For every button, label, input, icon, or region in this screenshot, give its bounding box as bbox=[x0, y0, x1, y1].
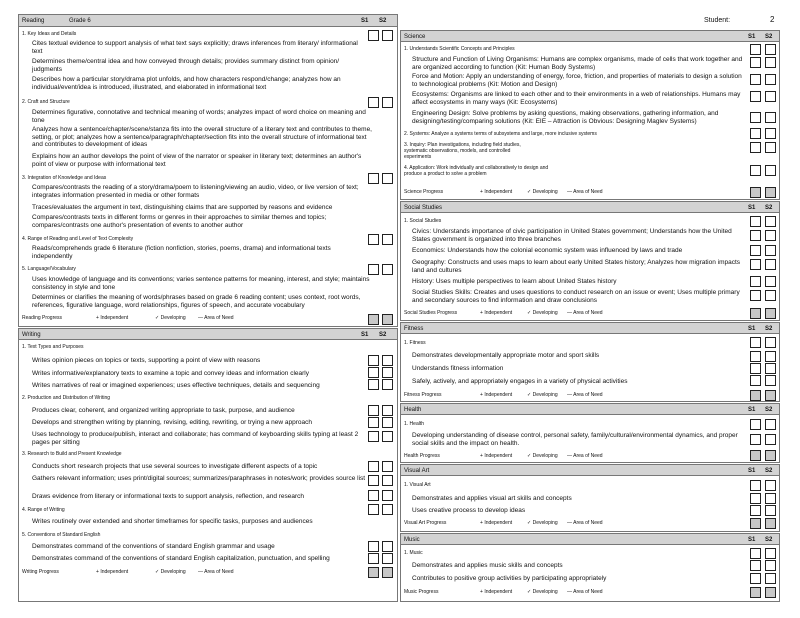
science-progress-label: Science Progress bbox=[404, 189, 444, 195]
social-studies-standard: History: Uses multiple perspectives to learn about United States history bbox=[412, 278, 617, 285]
writing-category: 1. Text Types and Purposes bbox=[22, 344, 84, 350]
health-progress-label: Health Progress bbox=[404, 453, 440, 459]
s2-header: S2 bbox=[765, 407, 773, 413]
reading-standard: Determines figurative, connotative and technical meaning of words; analyzes impact of word choice on meaning and tone bbox=[32, 109, 366, 124]
reading-title: Reading bbox=[22, 18, 45, 24]
writing-category: 3. Research to Build and Present Knowledge bbox=[22, 451, 122, 457]
science-standard: Engineering Design: Solve problems by asking questions, making observations, gathering information, and designing/testing/comparing solutions (Kit: EIE – Attraction is Obvious: Designing Maglev Systems) bbox=[412, 110, 719, 125]
writing-progress-label: Writing Progress bbox=[22, 569, 59, 575]
fitness-checkbox-s2[interactable] bbox=[765, 337, 776, 348]
legend-developing: ✓ Developing bbox=[527, 392, 558, 398]
writing-standard: Demonstrates command of the conventions of standard English grammar and usage bbox=[32, 543, 275, 550]
social-progress-s2[interactable] bbox=[765, 308, 776, 319]
legend-area-of-need: — Area of Need bbox=[567, 310, 603, 316]
reading-standard: Compares/contrasts the reading of a story/drama/poem to listening/viewing an audio, video, or live version of text; integrates information presented in media or other formats bbox=[32, 184, 359, 199]
writing-category: 4. Range of Writing bbox=[22, 507, 65, 513]
music-standard: Demonstrates and applies music skills and concepts bbox=[412, 562, 563, 569]
writing-checkbox-s1[interactable] bbox=[368, 355, 379, 366]
music-title: Music bbox=[404, 537, 420, 543]
reading-progress-s2[interactable] bbox=[382, 314, 393, 325]
social-checkbox-s1[interactable] bbox=[750, 230, 761, 241]
writing-checkbox-s2[interactable] bbox=[382, 461, 393, 472]
fitness-checkbox-s1[interactable] bbox=[750, 351, 761, 362]
legend-developing: ✓ Developing bbox=[155, 315, 186, 321]
visual-art-progress-label: Visual Art Progress bbox=[404, 520, 447, 526]
writing-standard: Develops and strengthen writing by planning, revising, editing, rewriting, or trying a new approach bbox=[32, 419, 313, 426]
legend-area-of-need: — Area of Need bbox=[567, 392, 603, 398]
science-checkbox-s1[interactable] bbox=[750, 112, 761, 123]
health-standard: Developing understanding of disease control, personal safety, family/cultural/environmental dynamics, and proper social skills and the impact on health. bbox=[412, 432, 738, 447]
reading-checkbox-s1[interactable] bbox=[368, 234, 379, 245]
writing-checkbox-s2[interactable] bbox=[382, 475, 393, 486]
science-progress-s1[interactable] bbox=[750, 187, 761, 198]
music-progress-s2[interactable] bbox=[765, 587, 776, 598]
science-category: 1. Understands Scientific Concepts and Principles bbox=[404, 46, 515, 52]
science-checkbox-s2[interactable] bbox=[765, 57, 776, 68]
reading-checkbox-s1[interactable] bbox=[368, 97, 379, 108]
visual-art-checkbox-s2[interactable] bbox=[765, 505, 776, 516]
social-studies-standard: Social Studies Skills: Creates and uses questions to conduct research on an issue or event; Uses multiple primary and secondary sources to find information and draw conclusions bbox=[412, 289, 740, 304]
science-standard: Structure and Function of Living Organisms: Humans are complex organisms, made of cells that work together and are organized according to function (Kit: Human Body Systems) bbox=[412, 56, 743, 71]
social-checkbox-s1[interactable] bbox=[750, 290, 761, 301]
science-checkbox-s2[interactable] bbox=[765, 74, 776, 85]
writing-category: 5. Conventions of Standard English bbox=[22, 532, 101, 538]
music-checkbox-s1[interactable] bbox=[750, 573, 761, 584]
science-standard: Ecosystems: Organisms are linked to each other and to their environments in a web of relationships. Humans may affect ecosystems in many ways (Kit: Ecosystems) bbox=[412, 91, 741, 106]
reading-checkbox-s2[interactable] bbox=[382, 234, 393, 245]
visual-art-progress-s1[interactable] bbox=[750, 518, 761, 529]
legend-developing: ✓ Developing bbox=[527, 589, 558, 595]
writing-header bbox=[18, 328, 398, 340]
science-checkbox-s1[interactable] bbox=[750, 142, 761, 153]
writing-standard: Writes opinion pieces on topics or texts, supporting a point of view with reasons bbox=[32, 357, 261, 364]
science-category: 3. Inquiry: Plan investigations, including field studies, systematic observations, models, and controlled experiments bbox=[404, 142, 521, 160]
legend-area-of-need: — Area of Need bbox=[198, 315, 234, 321]
reading-standard: Uses knowledge of language and its conventions; varies sentence patterns for meaning, interest, and style; maintains consistency in style and tone bbox=[32, 276, 370, 291]
science-category: 2. Systems: Analyze a systems terms of subsystems and large, more inclusive systems bbox=[404, 131, 597, 137]
science-category: 4. Application: Work individually and collaboratively to design and produce a product to solve a problem bbox=[404, 165, 549, 177]
reading-category: 4. Range of Reading and Level of Text Complexity bbox=[22, 236, 134, 242]
fitness-checkbox-s1[interactable] bbox=[750, 337, 761, 348]
visual-art-checkbox-s1[interactable] bbox=[750, 505, 761, 516]
legend-developing: ✓ Developing bbox=[527, 520, 558, 526]
legend-area-of-need: — Area of Need bbox=[567, 453, 603, 459]
writing-checkbox-s1[interactable] bbox=[368, 367, 379, 378]
science-title: Science bbox=[404, 34, 426, 40]
reading-progress-label: Reading Progress bbox=[22, 315, 63, 321]
science-progress-s2[interactable] bbox=[765, 187, 776, 198]
science-checkbox-s1[interactable] bbox=[750, 44, 761, 55]
legend-independent: + Independent bbox=[96, 569, 129, 575]
writing-checkbox-s1[interactable] bbox=[368, 417, 379, 428]
fitness-checkbox-s1[interactable] bbox=[750, 375, 761, 386]
writing-checkbox-s1[interactable] bbox=[368, 431, 379, 442]
writing-checkbox-s1[interactable] bbox=[368, 379, 379, 390]
music-checkbox-s1[interactable] bbox=[750, 560, 761, 571]
s2-header: S2 bbox=[765, 205, 773, 211]
fitness-title: Fitness bbox=[404, 326, 424, 332]
reading-standard: Determines theme/central idea and how conveyed through details; provides summary distinct from opinion/ judgments bbox=[32, 58, 340, 73]
social-checkbox-s2[interactable] bbox=[765, 259, 776, 270]
health-checkbox-s1[interactable] bbox=[750, 434, 761, 445]
writing-checkbox-s1[interactable] bbox=[368, 490, 379, 501]
music-checkbox-s2[interactable] bbox=[765, 560, 776, 571]
fitness-progress-s1[interactable] bbox=[750, 390, 761, 401]
social-studies-progress-label: Social Studies Progress bbox=[404, 310, 458, 316]
visual-art-checkbox-s2[interactable] bbox=[765, 493, 776, 504]
s1-header: S1 bbox=[748, 407, 756, 413]
writing-checkbox-s2[interactable] bbox=[382, 405, 393, 416]
s1-header: S1 bbox=[748, 468, 756, 474]
visual-art-title: Visual Art bbox=[404, 468, 430, 474]
reading-header bbox=[18, 14, 398, 27]
health-checkbox-s2[interactable] bbox=[765, 434, 776, 445]
health-progress-s2[interactable] bbox=[765, 450, 776, 461]
writing-checkbox-s2[interactable] bbox=[382, 417, 393, 428]
writing-progress-s1[interactable] bbox=[368, 567, 379, 578]
visual-art-standard: Demonstrates and applies visual art skills and concepts bbox=[412, 495, 572, 502]
music-checkbox-s2[interactable] bbox=[765, 548, 776, 559]
reading-standard: Explains how an author develops the point of view of the narrator or speaker in literary text; determines an author's point of view or purpose with informational text bbox=[32, 153, 362, 168]
science-checkbox-s1[interactable] bbox=[750, 91, 761, 102]
music-category: 1. Music bbox=[404, 550, 423, 556]
writing-standard: Conducts short research projects that use several sources to investigate different aspects of a topic bbox=[32, 463, 318, 470]
visual-art-header bbox=[400, 464, 780, 476]
s2-header: S2 bbox=[379, 18, 387, 24]
writing-category: 2. Production and Distribution of Writing bbox=[22, 395, 111, 401]
reading-standard: Describes how a particular story/drama plot unfolds, and how characters respond/change; analyzes how an individual/event/idea is introduced, illustrated, and elaborated in informational text bbox=[32, 76, 341, 91]
visual-art-category: 1. Visual Art bbox=[404, 482, 431, 488]
s1-header: S1 bbox=[748, 205, 756, 211]
s2-header: S2 bbox=[379, 332, 387, 338]
legend-independent: + Independent bbox=[480, 392, 513, 398]
reading-category: 1. Key Ideas and Details bbox=[22, 31, 77, 37]
music-progress-s1[interactable] bbox=[750, 587, 761, 598]
writing-checkbox-s2[interactable] bbox=[382, 379, 393, 390]
grade-label: Grade 6 bbox=[69, 18, 91, 24]
writing-checkbox-s2[interactable] bbox=[382, 553, 393, 564]
reading-category: 5. Language/Vocabulary bbox=[22, 266, 76, 272]
writing-standard: Demonstrates command of the conventions of standard English capitalization, punctuation, and spelling bbox=[32, 555, 330, 562]
writing-standard: Produces clear, coherent, and organized writing appropriate to task, purpose, and audience bbox=[32, 407, 295, 414]
visual-art-standard: Uses creative process to develop ideas bbox=[412, 507, 526, 514]
writing-checkbox-s1[interactable] bbox=[368, 461, 379, 472]
health-header bbox=[400, 403, 780, 415]
music-standard: Contributes to positive group activities by participating appropriately bbox=[412, 575, 607, 582]
health-progress-s1[interactable] bbox=[750, 450, 761, 461]
writing-checkbox-s2[interactable] bbox=[382, 504, 393, 515]
social-checkbox-s2[interactable] bbox=[765, 216, 776, 227]
fitness-section bbox=[400, 322, 780, 402]
fitness-progress-s2[interactable] bbox=[765, 390, 776, 401]
writing-checkbox-s1[interactable] bbox=[368, 475, 379, 486]
social-checkbox-s2[interactable] bbox=[765, 290, 776, 301]
health-category: 1. Health bbox=[404, 421, 425, 427]
legend-area-of-need: — Area of Need bbox=[567, 520, 603, 526]
s2-header: S2 bbox=[765, 468, 773, 474]
writing-checkbox-s1[interactable] bbox=[368, 541, 379, 552]
reading-checkbox-s2[interactable] bbox=[382, 264, 393, 275]
s1-header: S1 bbox=[748, 537, 756, 543]
fitness-category: 1. Fitness bbox=[404, 340, 426, 346]
social-checkbox-s2[interactable] bbox=[765, 230, 776, 241]
reading-checkbox-s2[interactable] bbox=[382, 173, 393, 184]
legend-developing: ✓ Developing bbox=[155, 569, 186, 575]
science-checkbox-s1[interactable] bbox=[750, 74, 761, 85]
legend-independent: + Independent bbox=[480, 189, 513, 195]
writing-standard: Writes routinely over extended and shorter timeframes for specific tasks, purposes and audiences bbox=[32, 518, 313, 525]
science-standard: Force and Motion: Apply an understanding of energy, force, friction, and properties of materials to design a solution to technological problems (Kit: Motion and Design) bbox=[412, 73, 742, 88]
writing-checkbox-s2[interactable] bbox=[382, 541, 393, 552]
music-header bbox=[400, 533, 780, 545]
writing-title: Writing bbox=[22, 332, 41, 338]
science-checkbox-s2[interactable] bbox=[765, 128, 776, 139]
s1-header: S1 bbox=[361, 18, 369, 24]
reading-checkbox-s1[interactable] bbox=[368, 173, 379, 184]
legend-developing: ✓ Developing bbox=[527, 310, 558, 316]
s2-header: S2 bbox=[765, 326, 773, 332]
writing-checkbox-s1[interactable] bbox=[368, 504, 379, 515]
reading-checkbox-s1[interactable] bbox=[368, 30, 379, 41]
social-studies-standard: Economics: Understands how the colonial economic system was influenced by laws and trade bbox=[412, 247, 683, 254]
science-checkbox-s2[interactable] bbox=[765, 112, 776, 123]
fitness-standard: Understands fitness information bbox=[412, 365, 504, 372]
s2-header: S2 bbox=[765, 537, 773, 543]
reading-standard: Analyzes how a sentence/chapter/scene/stanza fits into the overall structure of a literary text and contributes to theme, setting, or plot; analyzes how a sentence/paragraph/chapter/section fits into the overall structure of informational text and contributes to development of ideas bbox=[32, 126, 372, 148]
writing-checkbox-s1[interactable] bbox=[368, 553, 379, 564]
legend-area-of-need: — Area of Need bbox=[198, 569, 234, 575]
writing-standard: Writes narratives of real or imagined experiences; uses effective techniques, details and sequencing bbox=[32, 382, 320, 389]
legend-independent: + Independent bbox=[480, 453, 513, 459]
social-studies-title: Social Studies bbox=[404, 205, 443, 211]
fitness-checkbox-s2[interactable] bbox=[765, 375, 776, 386]
music-checkbox-s1[interactable] bbox=[750, 548, 761, 559]
science-checkbox-s1[interactable] bbox=[750, 57, 761, 68]
social-checkbox-s1[interactable] bbox=[750, 245, 761, 256]
science-checkbox-s2[interactable] bbox=[765, 165, 776, 176]
science-checkbox-s2[interactable] bbox=[765, 142, 776, 153]
science-checkbox-s1[interactable] bbox=[750, 165, 761, 176]
student-label: Student: bbox=[704, 17, 731, 24]
visual-art-checkbox-s1[interactable] bbox=[750, 480, 761, 491]
health-checkbox-s2[interactable] bbox=[765, 419, 776, 430]
writing-checkbox-s2[interactable] bbox=[382, 431, 393, 442]
reading-category: 2. Craft and Structure bbox=[22, 99, 70, 105]
social-checkbox-s2[interactable] bbox=[765, 276, 776, 287]
social-studies-standard: Geography: Constructs and uses maps to learn about early United States history; Analyzes how migration impacts land and cultures bbox=[412, 259, 741, 274]
legend-independent: + Independent bbox=[480, 589, 513, 595]
social-checkbox-s1[interactable] bbox=[750, 216, 761, 227]
reading-progress-s1[interactable] bbox=[368, 314, 379, 325]
legend-independent: + Independent bbox=[480, 520, 513, 526]
reading-standard: Determines or clarifies the meaning of words/phrases based on grade 6 reading content; uses context, root words, references, figurative language, word relationships, figures of speech, and accurate vocabulary bbox=[32, 294, 361, 309]
fitness-checkbox-s1[interactable] bbox=[750, 363, 761, 374]
reading-standard: Traces/evaluates the argument in text, distinguishing claims that are supported by reasons and evidence bbox=[32, 204, 333, 211]
s1-header: S1 bbox=[748, 326, 756, 332]
social-studies-category: 1. Social Studies bbox=[404, 218, 442, 224]
reading-standard: Reads/comprehends grade 6 literature (fiction nonfiction, stories, poems, drama) and informational texts independently bbox=[32, 245, 331, 260]
visual-art-checkbox-s1[interactable] bbox=[750, 493, 761, 504]
writing-standard: Draws evidence from literary or informational texts to support analysis, reflection, and research bbox=[32, 493, 305, 500]
s2-header: S2 bbox=[765, 34, 773, 40]
fitness-progress-label: Fitness Progress bbox=[404, 392, 442, 398]
visual-art-progress-s2[interactable] bbox=[765, 518, 776, 529]
social-progress-s1[interactable] bbox=[750, 308, 761, 319]
fitness-checkbox-s2[interactable] bbox=[765, 351, 776, 362]
reading-category: 3. Integration of Knowledge and Ideas bbox=[22, 175, 107, 181]
social-studies-standard: Civics: Understands importance of civic participation in United States government; Understands how the United States government is organized into three branches bbox=[412, 228, 732, 243]
legend-area-of-need: — Area of Need bbox=[567, 189, 603, 195]
legend-independent: + Independent bbox=[96, 315, 129, 321]
health-checkbox-s1[interactable] bbox=[750, 419, 761, 430]
social-checkbox-s1[interactable] bbox=[750, 259, 761, 270]
fitness-checkbox-s2[interactable] bbox=[765, 363, 776, 374]
writing-standard: Writes informative/explanatory texts to examine a topic and convey ideas and information clearly bbox=[32, 370, 309, 377]
reading-standard: Compares/contrasts texts in different forms or genres in their approaches to similar themes and topics; compares/contrasts one author's presentation of events to another author bbox=[32, 214, 327, 229]
social-checkbox-s1[interactable] bbox=[750, 276, 761, 287]
writing-checkbox-s1[interactable] bbox=[368, 405, 379, 416]
visual-art-checkbox-s2[interactable] bbox=[765, 480, 776, 491]
legend-independent: + Independent bbox=[480, 310, 513, 316]
social-checkbox-s2[interactable] bbox=[765, 245, 776, 256]
science-checkbox-s2[interactable] bbox=[765, 44, 776, 55]
s1-header: S1 bbox=[748, 34, 756, 40]
fitness-header bbox=[400, 322, 780, 334]
fitness-standard: Safely, actively, and appropriately engages in a variety of physical activities bbox=[412, 378, 628, 385]
reading-standard: Cites textual evidence to support analysis of what text says explicitly; draws inferences from literary/ informational text bbox=[32, 40, 358, 55]
legend-developing: ✓ Developing bbox=[527, 453, 558, 459]
writing-progress-s2[interactable] bbox=[382, 567, 393, 578]
reading-checkbox-s1[interactable] bbox=[368, 264, 379, 275]
social-studies-header bbox=[400, 201, 780, 213]
reading-checkbox-s2[interactable] bbox=[382, 30, 393, 41]
s1-header: S1 bbox=[361, 332, 369, 338]
writing-checkbox-s2[interactable] bbox=[382, 367, 393, 378]
legend-area-of-need: — Area of Need bbox=[567, 589, 603, 595]
fitness-standard: Demonstrates developmentally appropriate motor and sport skills bbox=[412, 352, 600, 359]
writing-checkbox-s2[interactable] bbox=[382, 490, 393, 501]
health-title: Health bbox=[404, 407, 422, 413]
music-progress-label: Music Progress bbox=[404, 589, 439, 595]
music-checkbox-s2[interactable] bbox=[765, 573, 776, 584]
science-header bbox=[400, 30, 780, 42]
writing-standard: Uses technology to produce/publish, interact and collaborate; has command of keyboarding skills typing at least 2 pages per sitting bbox=[32, 431, 359, 446]
writing-checkbox-s2[interactable] bbox=[382, 355, 393, 366]
page-number: 2 bbox=[770, 15, 775, 24]
writing-standard: Gathers relevant information; uses print/digital sources; summarizes/paraphrases in notes/work; provides source list bbox=[32, 475, 366, 482]
legend-developing: ✓ Developing bbox=[527, 189, 558, 195]
science-checkbox-s1[interactable] bbox=[750, 128, 761, 139]
science-checkbox-s2[interactable] bbox=[765, 91, 776, 102]
reading-checkbox-s2[interactable] bbox=[382, 97, 393, 108]
